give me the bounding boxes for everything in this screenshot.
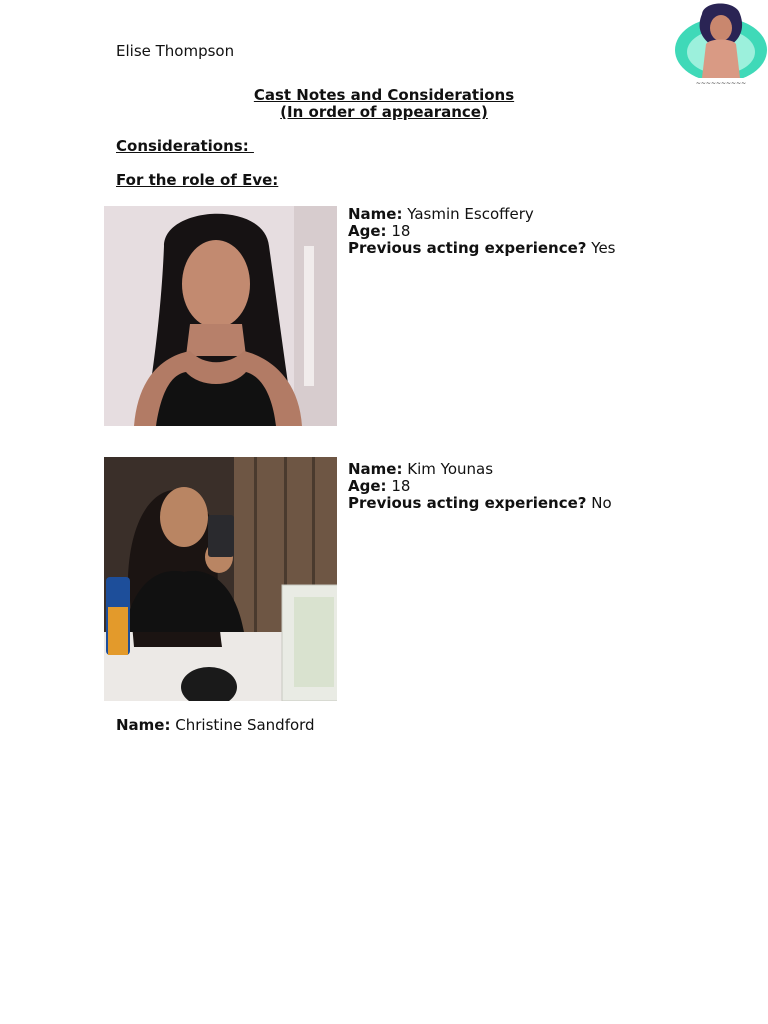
document-title: Cast Notes and Considerations [253, 86, 515, 104]
candidate-age: 18 [391, 222, 411, 240]
experience-label: Previous acting experience? [348, 239, 587, 257]
age-row [348, 478, 612, 495]
name-label: Name: [116, 716, 171, 734]
age-label: Age: [348, 477, 387, 495]
candidate-photo [104, 206, 337, 426]
age-row [348, 223, 616, 240]
candidate-experience: Yes [591, 239, 616, 257]
candidate-name: Kim Younas [407, 460, 494, 478]
logo-image [674, 0, 768, 88]
svg-text:~~~~~~~~~~: ~~~~~~~~~~ [695, 80, 747, 87]
candidate-info [116, 716, 315, 734]
candidate-info [348, 461, 612, 512]
experience-label: Previous acting experience? [348, 494, 587, 512]
name-label: Name: [348, 460, 403, 478]
role-heading: For the role of Eve: [116, 171, 279, 189]
name-row [348, 461, 612, 478]
candidate-name: Yasmin Escoffery [407, 205, 534, 223]
candidate-info [348, 206, 616, 257]
considerations-heading: Considerations: [116, 137, 254, 155]
experience-row [348, 240, 616, 257]
name-row [348, 206, 616, 223]
document-subtitle: (In order of appearance) [280, 103, 488, 121]
candidate-photo [104, 457, 337, 701]
name-label: Name: [348, 205, 403, 223]
candidate-age: 18 [391, 477, 411, 495]
age-label: Age: [348, 222, 387, 240]
candidate-name: Christine Sandford [175, 716, 315, 734]
experience-row [348, 495, 612, 512]
candidate-experience: No [591, 494, 612, 512]
author-name: Elise Thompson [116, 42, 235, 60]
